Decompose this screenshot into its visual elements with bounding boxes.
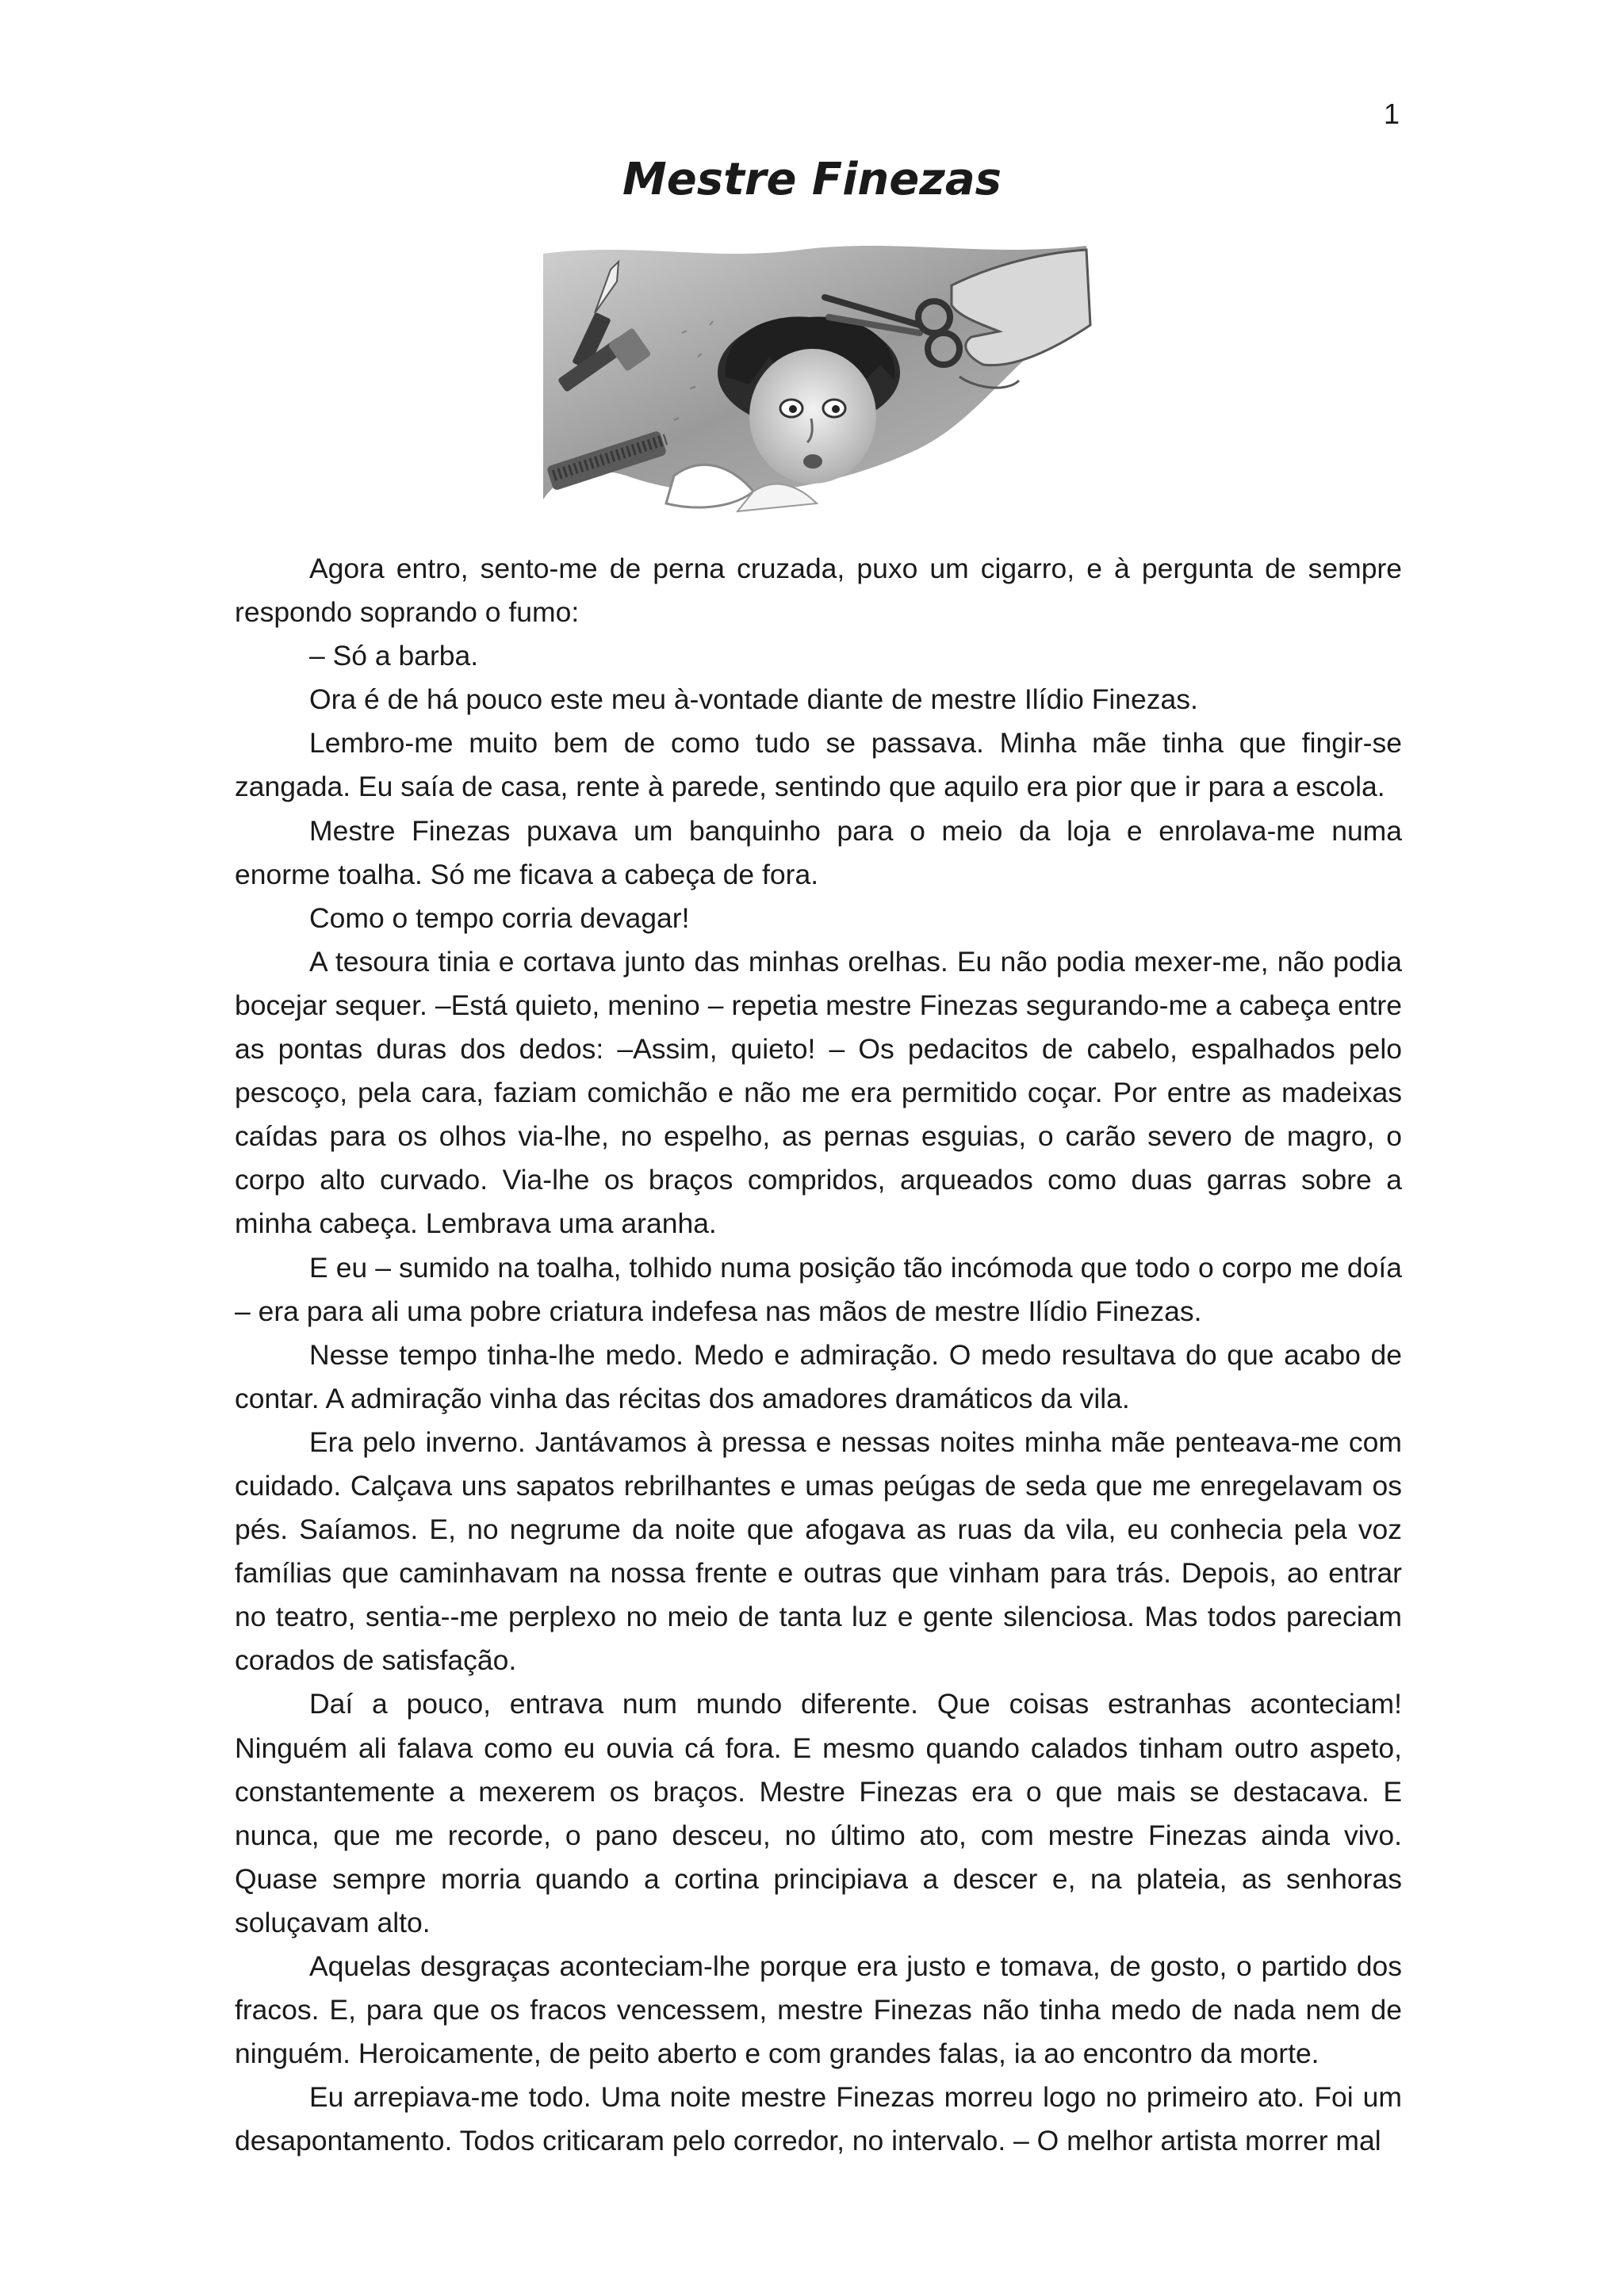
paragraph: Ora é de há pouco este meu à-vontade diante de mestre Ilídio Finezas. bbox=[309, 683, 1198, 716]
paragraph: Aquelas desgraças aconteciam-lhe porque era justo e tomava, de gosto, o partido dos fracos. E, para que os fracos vencessem, mestre Finezas não tinha medo de nada nem de ninguém. Heroicamente, de peito aberto e com grandes falas, ia ao encontro da morte. bbox=[235, 1950, 1402, 2070]
paragraph: Agora entro, sento-me de perna cruzada, puxo um cigarro, e à pergunta de sempre respondo soprando o fumo: bbox=[235, 553, 1402, 629]
paragraph: Daí a pouco, entrava num mundo diferente. Que coisas estranhas aconteciam! Ninguém ali falava como eu ouvia cá fora. E mesmo quando calados tinham outro aspeto, constantemente a mexerem os braços. Mestre Finezas era o que mais se destacava. E nunca, que me recorde, o pano desceu, no último ato, com mestre Finezas ainda vivo. Quase sempre morria quando a cortina principiava a descer e, na plateia, as senhoras soluçavam alto. bbox=[235, 1688, 1402, 1938]
paragraph: A tesoura tinia e cortava junto das minhas orelhas. Eu não podia mexer-me, não podia bocejar sequer. –Está quieto, menino – repetia mestre Finezas segurando-me a cabeça entre as pontas duras dos dedos: –Assim, quieto! – Os pedacitos de cabelo, espalhados pelo pescoço, pela cara, faziam comichão e não me era permitido coçar. Por entre as madeixas caídas para os olhos via-lhe, no espelho, as pernas esguias, o carão severo de magro, o corpo alto curvado. Via-lhe os braços compridos, arqueados como duas garras sobre a minha cabeça. Lembrava uma aranha. bbox=[235, 945, 1402, 1240]
paragraph: Lembro-me muito bem de como tudo se passava. Minha mãe tinha que fingir-se zangada. Eu saía de casa, rente à parede, sentindo que aquilo era pior que ir para a escola. bbox=[235, 727, 1402, 803]
paragraph: Como o tempo corria devagar! bbox=[309, 901, 690, 934]
barbershop-illustration bbox=[539, 238, 1094, 515]
story-title: Mestre Finezas bbox=[622, 154, 1002, 205]
paragraph: – Só a barba. bbox=[309, 640, 479, 672]
page-number: 1 bbox=[1384, 98, 1400, 130]
story-text bbox=[235, 547, 1402, 2163]
paragraph: Era pelo inverno. Jantávamos à pressa e nessas noites minha mãe penteava-me com cuidado. Calçava uns sapatos rebrilhantes e umas peúgas de seda que me enregelavam os pés. Saíamos. E, no negrume da noite que afogava as ruas da vila, eu conhecia pela voz famílias que caminhavam na nossa frente e outras que vinham para trás. Depois, ao entrar no teatro, sentia--me perplexo no meio de tanta luz e gente silenciosa. Mas todos pareciam corados de satisfação. bbox=[235, 1425, 1402, 1677]
paragraph: E eu – sumido na toalha, tolhido numa posição tão incómoda que todo o corpo me doía – era para ali uma pobre criatura indefesa nas mãos de mestre Ilídio Finezas. bbox=[235, 1251, 1402, 1327]
paragraph: Nesse tempo tinha-lhe medo. Medo e admiração. O medo resultava do que acabo de contar. A admiração vinha das récitas dos amadores dramáticos da vila. bbox=[235, 1338, 1402, 1414]
paragraph: Eu arrepiava-me todo. Uma noite mestre Finezas morreu logo no primeiro ato. Foi um desapontamento. Todos criticaram pelo corredor, no intervalo. – O melhor artista morrer mal bbox=[235, 2081, 1402, 2157]
paragraph: Mestre Finezas puxava um banquinho para o meio da loja e enrolava-me numa enorme toalha. Só me ficava a cabeça de fora. bbox=[235, 814, 1402, 890]
